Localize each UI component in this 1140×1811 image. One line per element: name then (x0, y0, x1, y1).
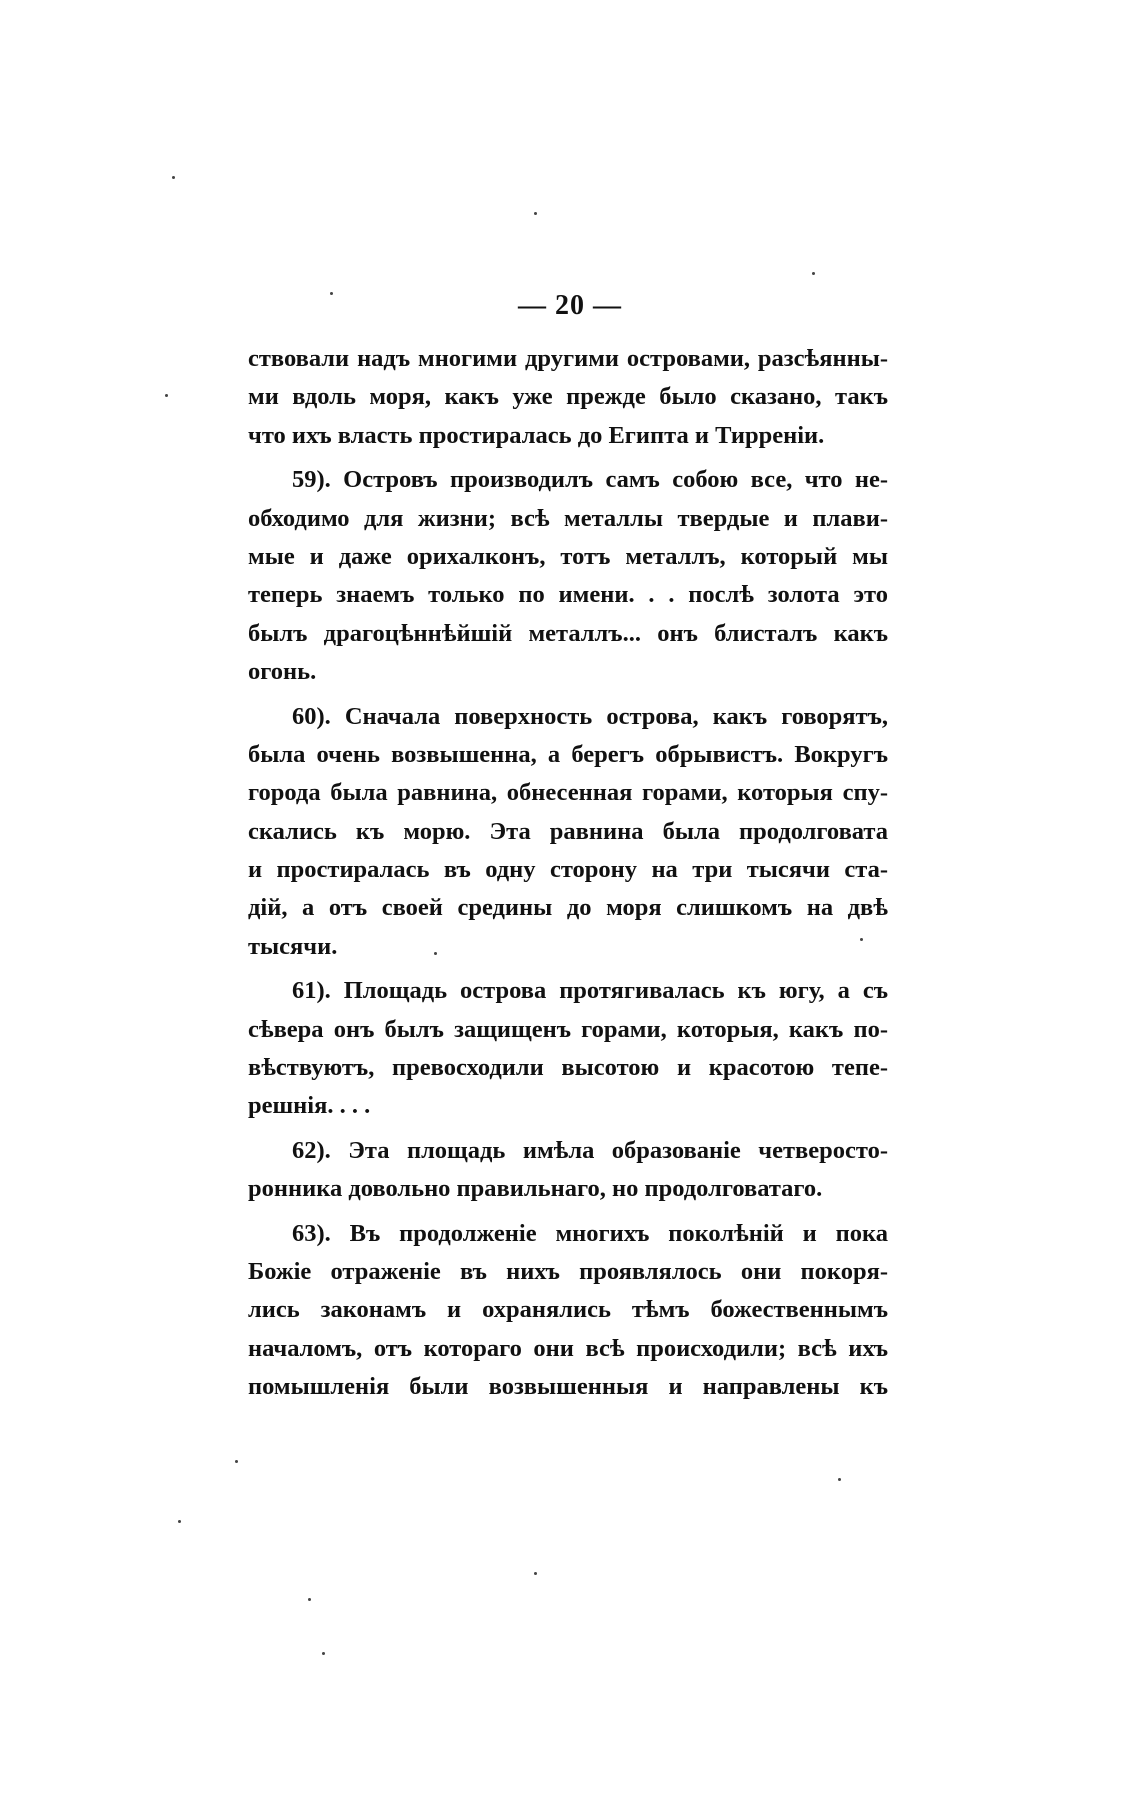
text-line: скались къ морю. Эта равнина была продолговата (248, 817, 888, 845)
text-line: 61). Площадь острова протягивалась къ югу, а съ (292, 977, 888, 1005)
text-line: была очень возвышенна, а берегъ обрывистъ. Вокругъ (248, 740, 888, 768)
text-line: помышленія были возвышенныя и направлены къ (248, 1373, 888, 1401)
scan-speck (172, 176, 175, 179)
text-line: сѣвера онъ былъ защищенъ горами, которыя, какъ по- (248, 1015, 888, 1043)
paragraph (248, 1215, 888, 1407)
scan-speck (308, 1598, 311, 1601)
paragraph (248, 1132, 888, 1209)
text-line: ми вдоль моря, какъ уже прежде было сказано, такъ (248, 383, 888, 411)
text-line: города была равнина, обнесенная горами, которыя спу- (248, 779, 888, 807)
text-line: дій, а отъ своей средины до моря слишкомъ на двѣ (248, 894, 888, 922)
text-line: обходимо для жизни; всѣ металлы твердые и плави- (248, 504, 888, 532)
scan-speck (534, 212, 537, 215)
text-line: что ихъ власть простиралась до Египта и Тирреніи. (248, 421, 825, 449)
text-line: 63). Въ продолженіе многихъ поколѣній и пока (292, 1219, 888, 1247)
scan-speck (235, 1460, 238, 1463)
text-line: теперь знаемъ только по имени. . . послѣ золота это (248, 581, 888, 609)
text-line: ронника довольно правильнаго, но продолговатаго. (248, 1175, 823, 1203)
text-line: 59). Островъ производилъ самъ собою все, что не- (292, 466, 888, 494)
text-line: 60). Сначала поверхность острова, какъ говорятъ, (292, 702, 888, 730)
text-line: тысячи. (248, 932, 338, 960)
text-line: 62). Эта площадь имѣла образованіе четверосто- (292, 1136, 888, 1164)
page-number: — 20 — (518, 290, 622, 321)
text-line: былъ драгоцѣннѣйшій металлъ... онъ блисталъ какъ (248, 619, 888, 647)
paragraph (248, 972, 888, 1126)
scan-speck (165, 394, 168, 397)
paragraph (248, 340, 888, 455)
paragraph (248, 461, 888, 691)
scan-speck (860, 938, 863, 941)
scan-speck (322, 1652, 325, 1655)
text-line: Божіе отраженіе въ нихъ проявлялось они покоря- (248, 1257, 888, 1285)
text-line: решнія. . . . (248, 1092, 371, 1120)
scan-speck (838, 1478, 841, 1481)
scan-speck (534, 1572, 537, 1575)
paragraph (248, 698, 888, 967)
scan-speck (330, 292, 333, 295)
scan-speck (812, 272, 815, 275)
body-text (248, 340, 888, 1407)
scan-speck (178, 1520, 181, 1523)
text-line: лись законамъ и охранялись тѣмъ божественнымъ (248, 1296, 888, 1324)
text-line: огонь. (248, 658, 317, 686)
text-line: ствовали надъ многими другими островами, разсѣянны- (248, 345, 888, 372)
scan-speck (434, 952, 437, 955)
text-line: вѣствуютъ, превосходили высотою и красотою тепе- (248, 1054, 888, 1082)
text-line: и простиралась въ одну сторону на три тысячи ста- (248, 856, 888, 884)
text-line: началомъ, отъ котораго они всѣ происходили; всѣ ихъ (248, 1334, 888, 1362)
text-line: мые и даже орихалконъ, тотъ металлъ, который мы (248, 542, 888, 570)
